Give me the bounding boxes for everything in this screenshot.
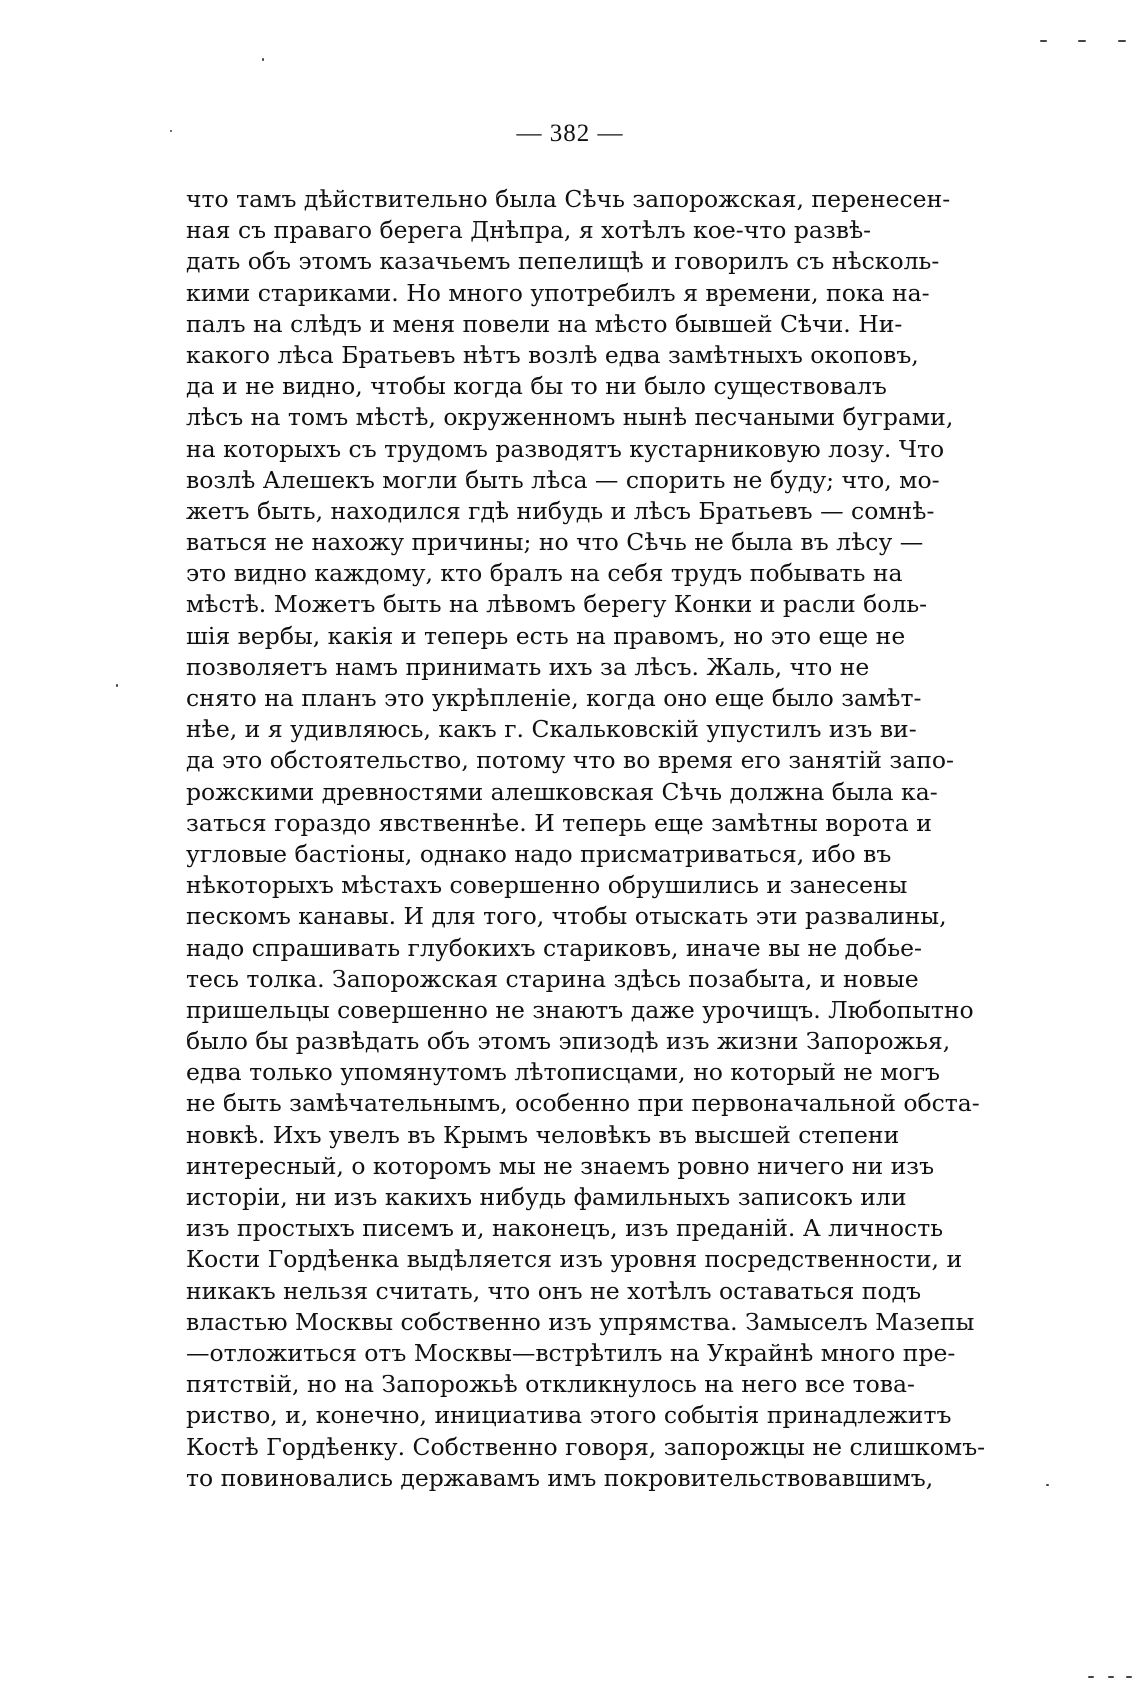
- text-line: надо спрашивать глубокихъ стариковъ, иначе вы не добье-: [186, 933, 922, 962]
- text-line: лѣсъ на томъ мѣстѣ, окруженномъ нынѣ песчаными буграми,: [186, 403, 954, 432]
- text-line: пришельцы совершенно не знаютъ даже урочищъ. Любопытно: [186, 995, 974, 1024]
- text-line: пятствій, но на Запорожьѣ откликнулось на него все това-: [186, 1370, 915, 1399]
- text-line: рожскими древностями алешковская Сѣчь должна была ка-: [186, 777, 938, 806]
- text-line: едва только упомянутомъ лѣтописцами, но который не могъ: [186, 1058, 940, 1087]
- text-line: ваться не нахожу причины; но что Сѣчь не была въ лѣсу —: [186, 528, 924, 557]
- scan-speck: [1046, 1484, 1049, 1486]
- text-line: тесь толка. Запорожская старина здѣсь позабыта, и новые: [186, 964, 919, 993]
- text-line: какого лѣса Братьевъ нѣтъ возлѣ едва замѣтныхъ окоповъ,: [186, 340, 919, 369]
- text-line: никакъ нельзя считать, что онъ не хотѣлъ оставаться подъ: [186, 1276, 922, 1305]
- scan-speck: [1126, 1676, 1132, 1678]
- text-line: угловые бастіоны, однако надо присматриваться, ибо въ: [186, 839, 892, 868]
- scan-speck: [170, 130, 172, 132]
- text-line: это видно каждому, кто бралъ на себя трудъ побывать на: [186, 559, 903, 588]
- text-line: шія вербы, какія и теперь есть на правомъ, но это еще не: [186, 621, 906, 650]
- text-line: возлѣ Алешекъ могли быть лѣса — спорить не буду; что, мо-: [186, 465, 940, 494]
- text-line: то повиновались державамъ имъ покровительствовавшимъ,: [186, 1463, 934, 1492]
- text-line: да и не видно, чтобы когда бы то ни было существовалъ: [186, 372, 887, 401]
- text-line: пескомъ канавы. И для того, чтобы отыскать эти развалины,: [186, 902, 947, 931]
- text-line: на которыхъ съ трудомъ разводятъ кустарниковую лозу. Что: [186, 434, 945, 463]
- text-line: что тамъ дѣйствительно была Сѣчь запорожская, перенесен-: [186, 185, 951, 213]
- text-line: не быть замѣчательнымъ, особенно при первоначальной обста-: [186, 1089, 980, 1118]
- text-line: властью Москвы собственно изъ упрямства. Замыселъ Мазепы: [186, 1307, 975, 1336]
- text-line: нѣе, и я удивляюсь, какъ г. Скальковскій упустилъ изъ ви-: [186, 715, 917, 744]
- scan-speck: [1078, 40, 1086, 42]
- text-line: нѣкоторыхъ мѣстахъ совершенно обрушились и занесены: [186, 871, 908, 900]
- text-line: жетъ быть, находился гдѣ нибудь и лѣсъ Братьевъ — сомнѣ-: [186, 496, 935, 525]
- scan-speck: [262, 58, 264, 61]
- scan-speck: [1118, 40, 1126, 42]
- text-line: было бы развѣдать объ этомъ эпизодѣ изъ жизни Запорожья,: [186, 1027, 951, 1056]
- text-line: интересный, о которомъ мы не знаемъ ровно ничего ни изъ: [186, 1151, 935, 1180]
- scan-speck: [1088, 1676, 1094, 1678]
- text-line: ная съ праваго берега Днѣпра, я хотѣлъ кое-что развѣ-: [186, 216, 872, 245]
- text-line: —отложиться отъ Москвы—встрѣтилъ на Украйнѣ много пре-: [186, 1338, 956, 1367]
- body-text: [186, 184, 1016, 1494]
- scan-speck: [1108, 1676, 1114, 1678]
- text-line: кими стариками. Но много употребилъ я времени, пока на-: [186, 278, 930, 307]
- text-line: позволяетъ намъ принимать ихъ за лѣсъ. Жаль, что не: [186, 652, 870, 681]
- page-number: — 382 —: [516, 120, 624, 147]
- text-line: заться гораздо явственнѣе. И теперь еще замѣтны ворота и: [186, 808, 932, 837]
- scan-speck: [116, 684, 118, 687]
- text-line: дать объ этомъ казачьемъ пепелищѣ и говорилъ съ нѣсколь-: [186, 247, 940, 276]
- text-line: изъ простыхъ писемъ и, наконецъ, изъ преданій. А личность: [186, 1214, 944, 1243]
- text-line: исторіи, ни изъ какихъ нибудь фамильныхъ записокъ или: [186, 1183, 907, 1211]
- text-line: палъ на слѣдъ и меня повели на мѣсто бывшей Сѣчи. Ни-: [186, 309, 903, 338]
- text-line: снято на планъ это укрѣпленіе, когда оно еще было замѣт-: [186, 684, 922, 712]
- text-line: Кости Гордѣенка выдѣляется изъ уровня посредственности, и: [186, 1245, 963, 1274]
- text-line: мѣстѣ. Можетъ быть на лѣвомъ берегу Конки и расли боль-: [186, 590, 928, 619]
- text-line: риство, и, конечно, инициатива этого событія принадлежитъ: [186, 1401, 952, 1430]
- text-line: новкѣ. Ихъ увелъ въ Крымъ человѣкъ въ высшей степени: [186, 1120, 900, 1149]
- text-line: Костѣ Гордѣенку. Собственно говоря, запорожцы не слишкомъ-: [186, 1432, 986, 1461]
- text-line: да это обстоятельство, потому что во время его занятій запо-: [186, 746, 954, 775]
- scan-speck: [1040, 40, 1047, 42]
